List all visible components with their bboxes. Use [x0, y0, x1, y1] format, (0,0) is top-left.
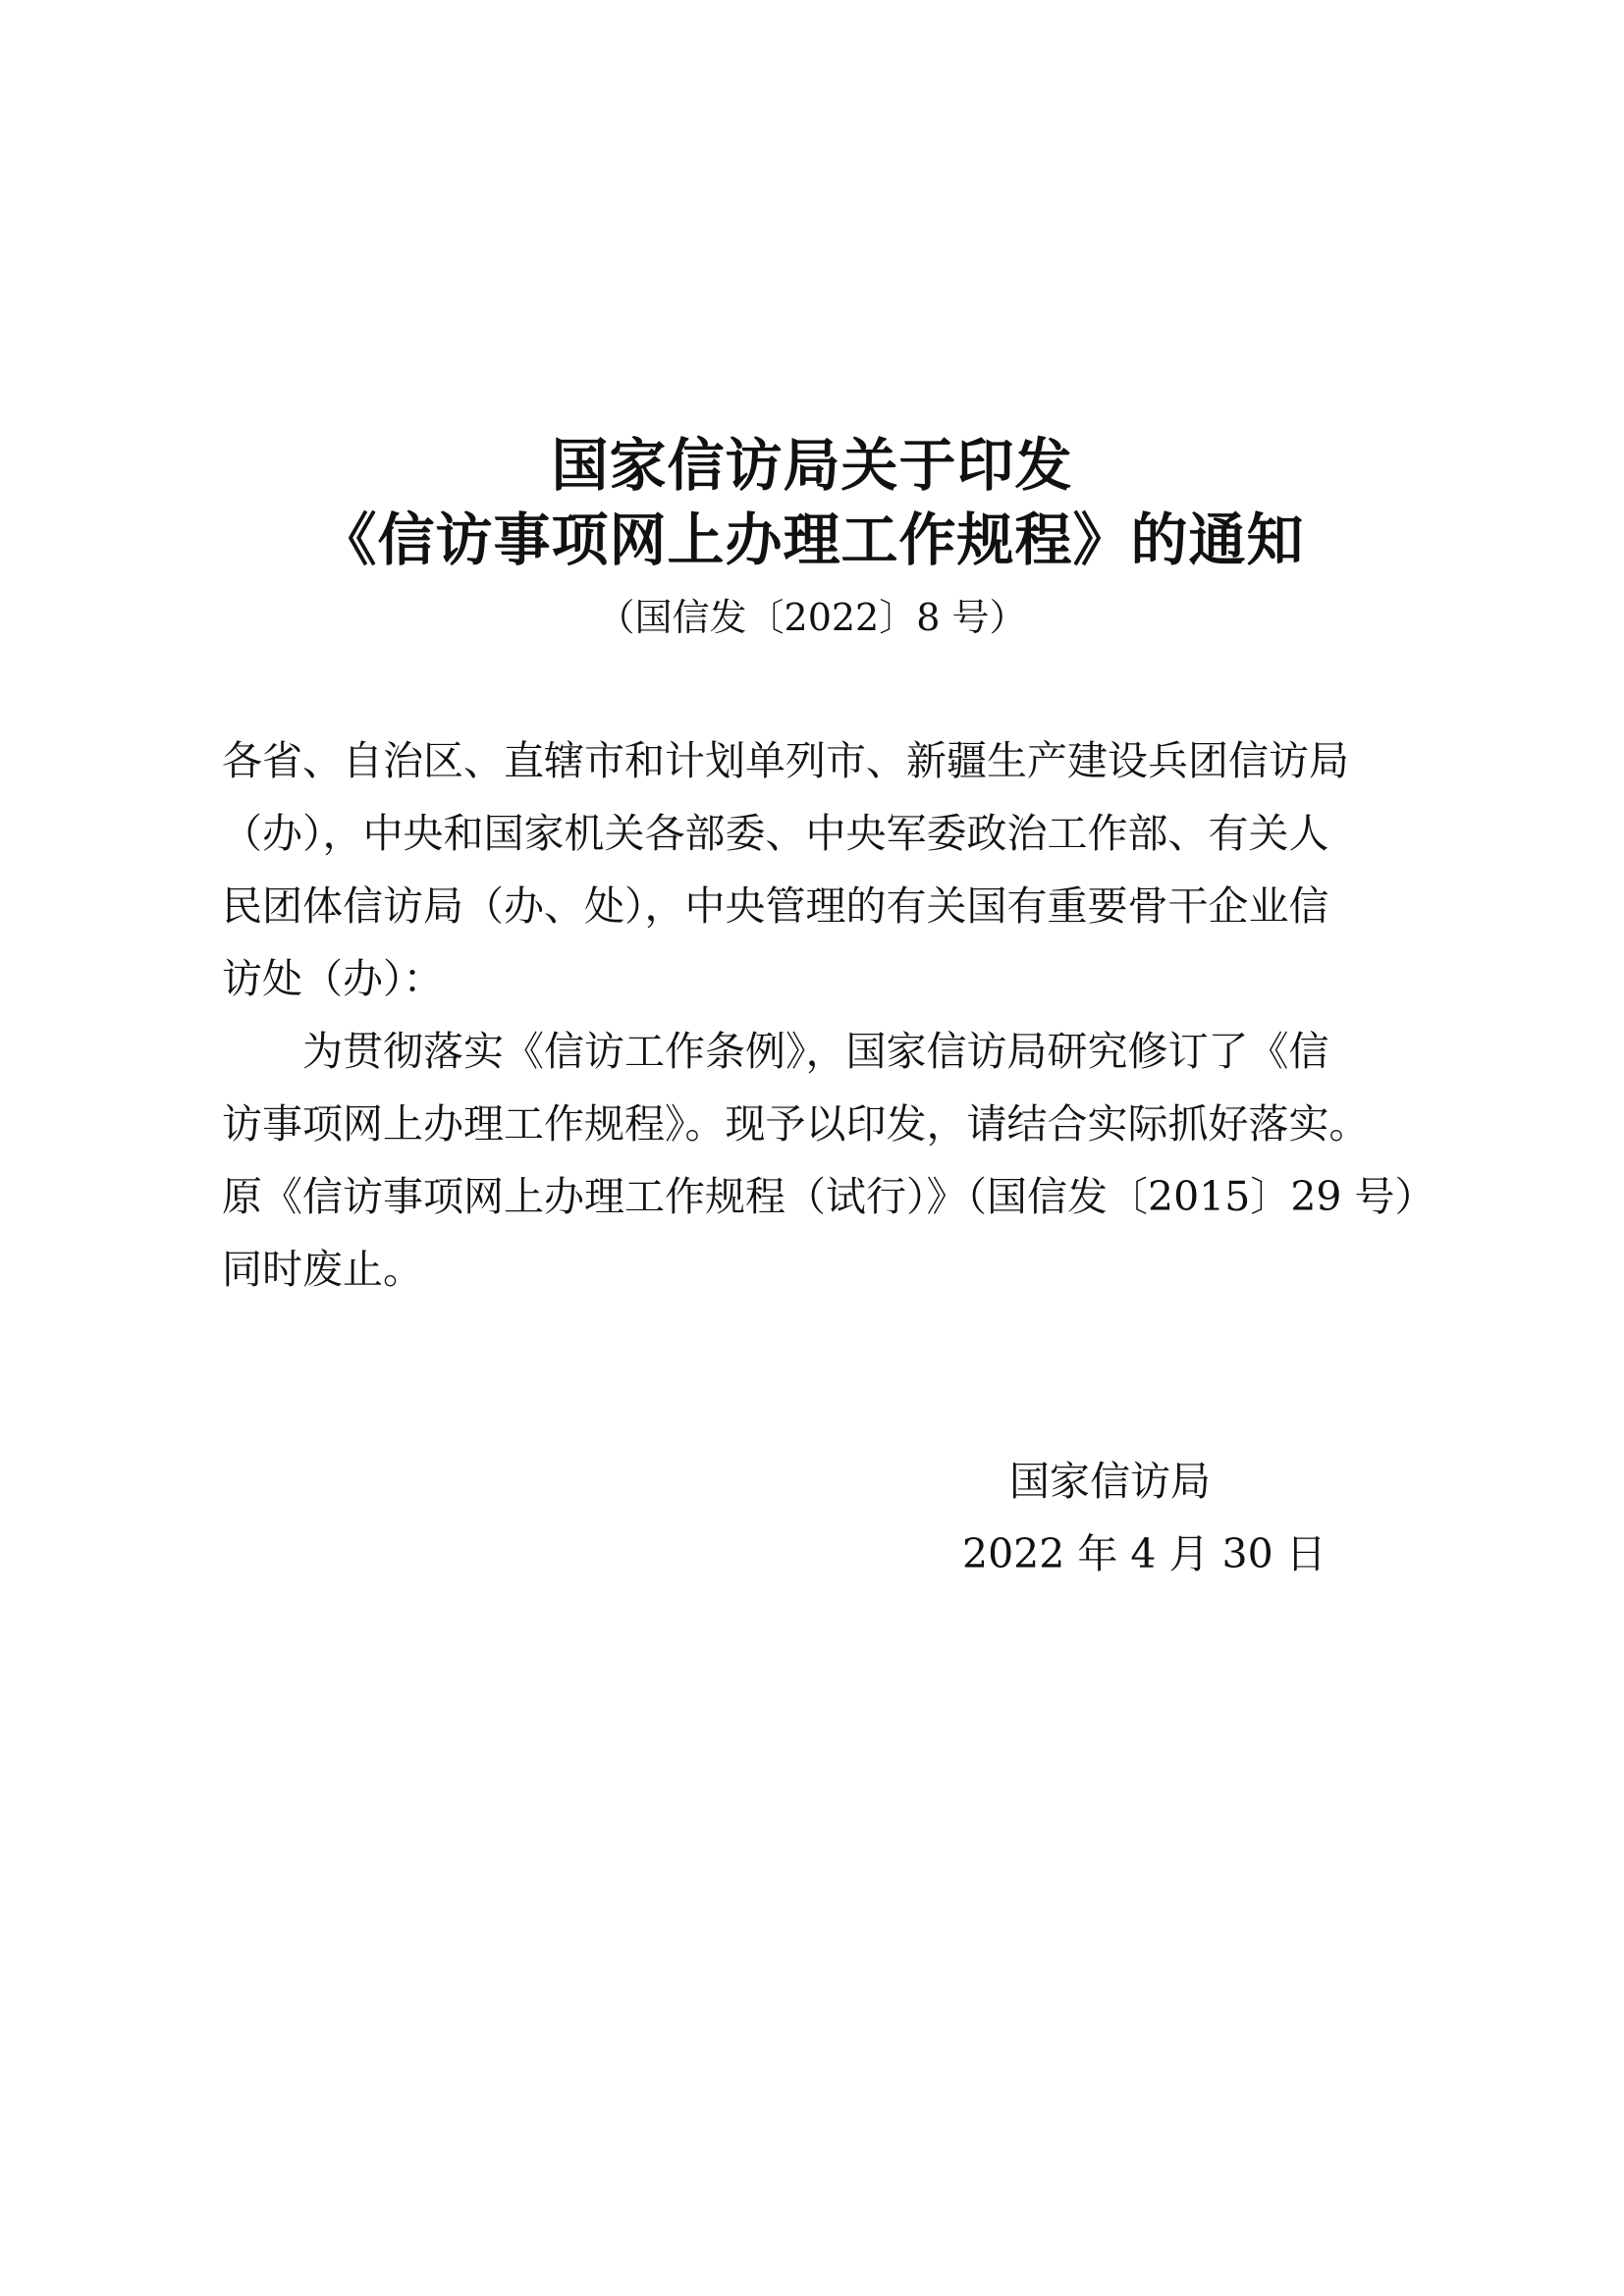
- document-title-line-1: 国家信访局关于印发: [551, 432, 1073, 499]
- addressee-line: 各省、自治区、直辖市和计划单列市、新疆生产建设兵团信访局: [222, 737, 1349, 784]
- document-number: （国信发〔2022〕8 号）: [597, 596, 1027, 639]
- body-line: 访事项网上办理工作规程》。现予以印发，请结合实际抓好落实。: [222, 1100, 1370, 1148]
- body-line: 原《信访事项网上办理工作规程（试行）》（国信发〔2015〕29 号）: [222, 1173, 1435, 1220]
- addressee-line: 访处（办）：: [222, 955, 444, 1002]
- body-line: 同时废止。: [222, 1246, 423, 1293]
- addressee-line: （办），中央和国家机关各部委、中央军委政治工作部、有关人: [222, 810, 1329, 857]
- addressee-line: 民团体信访局（办、处），中央管理的有关国有重要骨干企业信: [222, 882, 1329, 930]
- signature-date: 2022 年 4 月 30 日: [962, 1530, 1326, 1577]
- body-line: 为贯彻落实《信访工作条例》，国家信访局研究修订了《信: [222, 1028, 1329, 1075]
- document-title-line-2: 《信访事项网上办理工作规程》的通知: [319, 507, 1305, 573]
- signature-organization: 国家信访局: [1009, 1458, 1211, 1505]
